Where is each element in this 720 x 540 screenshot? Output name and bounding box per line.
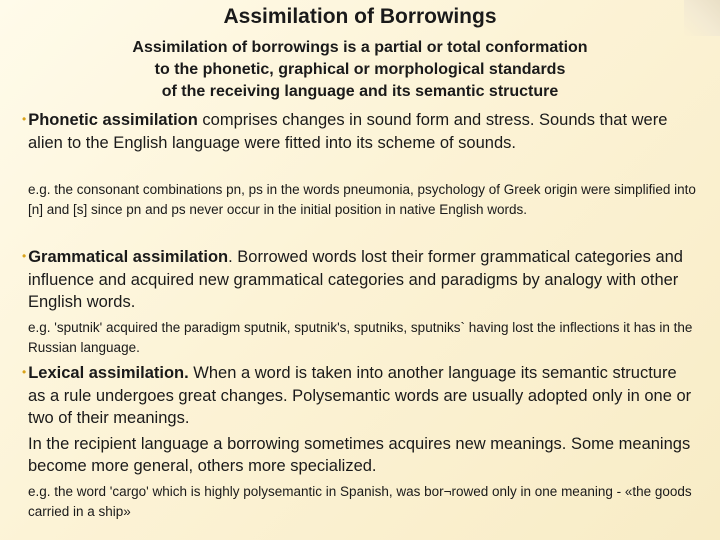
definition-line: of the receiving language and its semantic structure — [161, 83, 559, 100]
definition-line: Assimilation of borrowings is a partial or total conformation — [132, 39, 588, 56]
phonetic-term: Phonetic assimilation — [28, 111, 198, 129]
lexical-paragraph — [22, 362, 698, 429]
bullet-icon: • — [22, 249, 27, 263]
lexical-example: e.g. the word 'cargo' which is highly polysemantic in Spanish, was bor¬rowed only in one meaning - «the goods carried in a ship» — [28, 484, 692, 519]
grammatical-text: . Borrowed words lost their former grammatical categories and influence and acquired new grammatical categories and paradigms by analogy with other English words. — [28, 248, 683, 311]
grammatical-term: Grammatical assimilation — [28, 248, 229, 266]
definition-line: to the phonetic, graphical or morphological standards — [154, 61, 566, 78]
phonetic-text: comprises changes in sound form and stress. Sounds that were alien to the English language were fitted into its scheme of sounds. — [28, 111, 668, 152]
phonetic-paragraph — [22, 109, 698, 154]
lexical-term: Lexical assimilation. — [28, 364, 189, 382]
definition — [30, 37, 690, 103]
slide-title: Assimilation of Borrowings — [223, 5, 497, 28]
bullet-icon: • — [22, 365, 27, 379]
grammatical-example: e.g. 'sputnik' acquired the paradigm sputnik, sputnik's, sputniks, sputniks` having lost the inflections it has in the Russian language. — [28, 320, 693, 355]
grammatical-paragraph — [22, 246, 698, 313]
phonetic-example: e.g. the consonant combinations pn, ps in the words pneumonia, psychology of Greek origin were simplified into [n] and [s] since pn and ps never occur in the initial position in native English words. — [28, 182, 696, 217]
bullet-icon: • — [22, 112, 27, 126]
lexical-paragraph-continued: In the recipient language a borrowing sometimes acquires new meanings. Some meanings become more general, others more specialized. — [28, 435, 691, 475]
lexical-text: When a word is taken into another language its semantic structure as a rule undergoes great changes. Polysemantic words are usually adopted only in one or two of their meanings. — [28, 364, 692, 427]
